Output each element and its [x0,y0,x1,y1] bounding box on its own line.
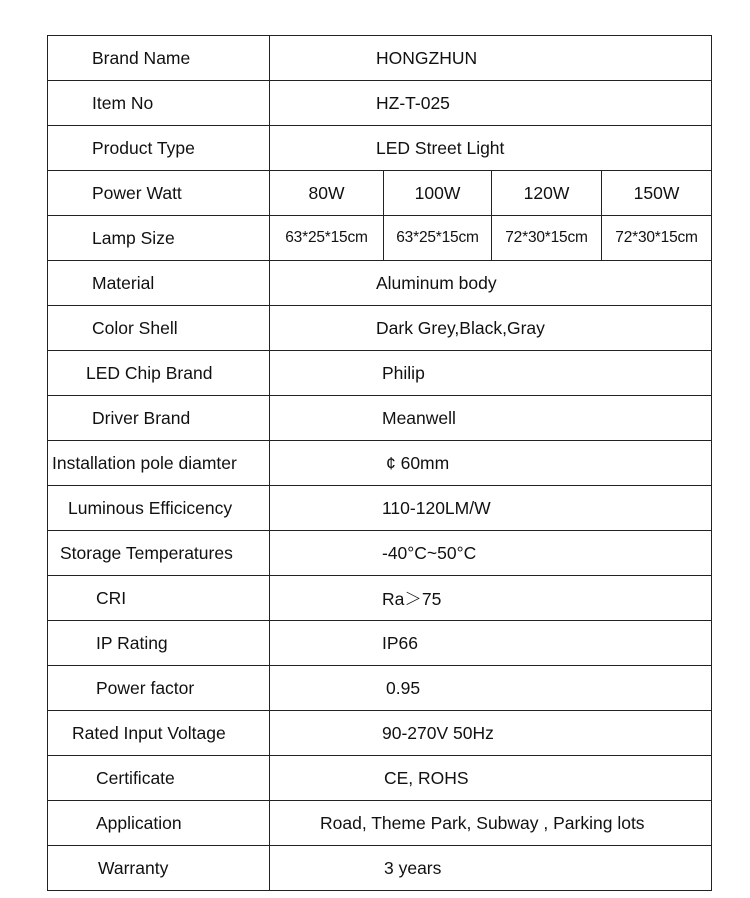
table-row-led-chip-brand [48,351,712,396]
table-row-rated-input-voltage [48,711,712,756]
row-value: Dark Grey,Black,Gray [270,306,712,351]
row-label: Storage Temperatures [48,531,270,576]
row-value: HONGZHUN [270,36,712,81]
row-value: 90-270V 50Hz [270,711,712,756]
table-row-installation-pole [48,441,712,486]
table-row-product-type [48,126,712,171]
table-row-power-factor [48,666,712,711]
row-value: Aluminum body [270,261,712,306]
row-value: HZ-T-025 [270,81,712,126]
row-label: Material [48,261,270,306]
power-watt-cell: 80W [270,171,384,216]
power-watt-cell: 150W [602,171,712,216]
table-row-lamp-size [48,216,712,261]
row-label: Luminous Efficicency [48,486,270,531]
table-row-brand-name [48,36,712,81]
row-label: Power factor [48,666,270,711]
row-value: -40°C~50°C [270,531,712,576]
row-label: Product Type [48,126,270,171]
table-row-certificate [48,756,712,801]
row-value: 110-120LM/W [270,486,712,531]
power-watt-cell: 120W [492,171,602,216]
row-value: Meanwell [270,396,712,441]
row-value: 0.95 [270,666,712,711]
table-row-driver-brand [48,396,712,441]
row-value: 3 years [270,846,712,891]
row-value: Road, Theme Park, Subway , Parking lots [270,801,712,846]
row-label: Lamp Size [48,216,270,261]
power-watt-cell: 100W [384,171,492,216]
table-row-power-watt [48,171,712,216]
row-label: Color Shell [48,306,270,351]
row-label: Item No [48,81,270,126]
table-row-item-no [48,81,712,126]
table-row-material [48,261,712,306]
row-value: LED Street Light [270,126,712,171]
row-value: ¢ 60mm [270,441,712,486]
table-row-cri [48,576,712,621]
row-label: Rated Input Voltage [48,711,270,756]
row-label: Certificate [48,756,270,801]
row-value: CE, ROHS [270,756,712,801]
row-value: Ra＞75 [270,576,712,621]
row-label: LED Chip Brand [48,351,270,396]
lamp-size-cell: 63*25*15cm [384,216,492,261]
table-row-warranty [48,846,712,891]
table-row-ip-rating [48,621,712,666]
row-label: Installation pole diamter [48,441,270,486]
table-row-application [48,801,712,846]
table-row-color-shell [48,306,712,351]
row-value: IP66 [270,621,712,666]
spec-table [47,35,712,891]
table-row-luminous-efficiency [48,486,712,531]
row-value: Philip [270,351,712,396]
lamp-size-cell: 72*30*15cm [492,216,602,261]
row-label: Warranty [48,846,270,891]
row-label: CRI [48,576,270,621]
row-label: Power Watt [48,171,270,216]
row-label: IP Rating [48,621,270,666]
row-label: Brand Name [48,36,270,81]
row-label: Driver Brand [48,396,270,441]
row-label: Application [48,801,270,846]
lamp-size-cell: 72*30*15cm [602,216,712,261]
lamp-size-cell: 63*25*15cm [270,216,384,261]
table-row-storage-temperatures [48,531,712,576]
